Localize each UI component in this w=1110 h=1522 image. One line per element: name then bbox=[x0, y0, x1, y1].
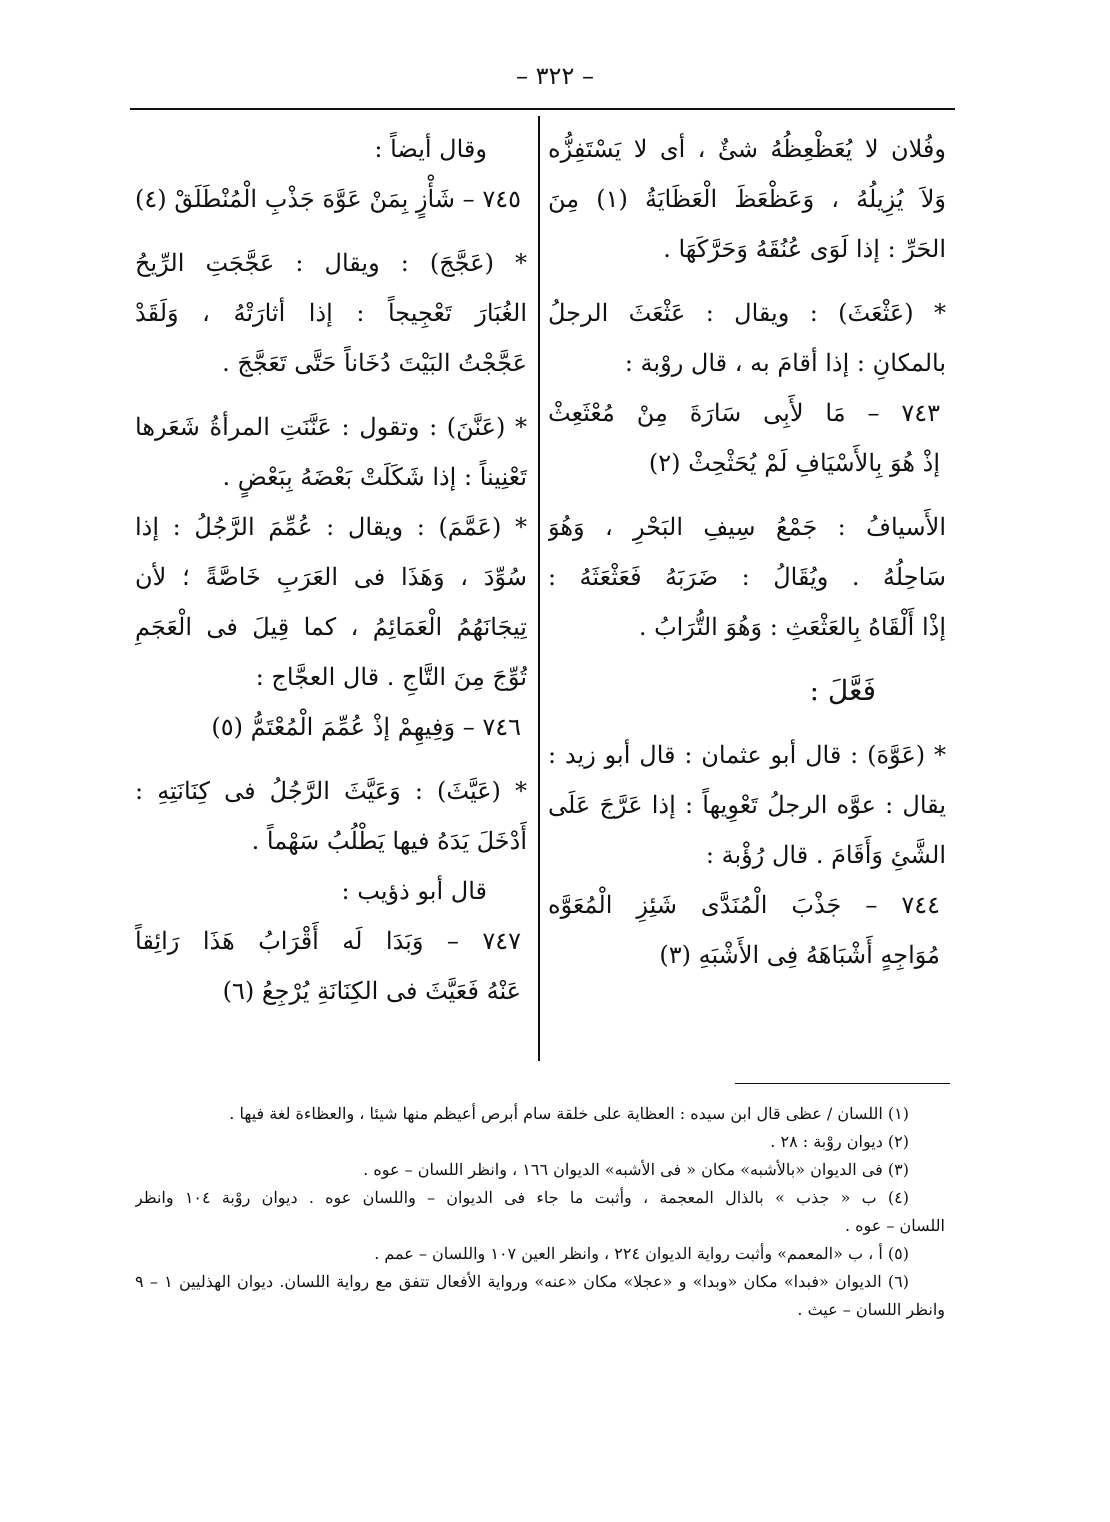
text-line: الأَسيافُ : جَمْعُ سِيفِ البَحْرِ ، وَهُوَ bbox=[548, 513, 946, 541]
verse-line: عَنْهُ فَعَيَّثَ فى الكِنَانَةِ يُرْجِعُ (٦) bbox=[222, 977, 521, 1005]
footnote-continuation: اللسان – عوه . bbox=[844, 1216, 945, 1235]
text-line: وفُلان لا يُعَظْعِظُهُ شئٌ ، أى لا يَسْتَفِزُّه bbox=[548, 135, 946, 163]
entry-line: * (عَمَّمَ) : ويقال : عُمِّمَ الرَّجُلُ : إذا bbox=[135, 513, 527, 541]
text-line: يقال : عوَّه الرجلُ تَعْوِيهاً : إذا عَرَّجَ عَلَى bbox=[548, 791, 946, 819]
verse-line: ٧٤٥ – شَأْزٍ بِمَنْ عَوَّهَ جَذْبِ الْمُنْطَلَقْ (٤) bbox=[135, 185, 521, 213]
footnote-rule bbox=[735, 1083, 950, 1084]
right-column bbox=[548, 124, 946, 980]
header-rule bbox=[130, 108, 955, 110]
text-line: قال أبو ذؤيب : bbox=[341, 877, 487, 905]
text-line: الحَرِّ : إذا لَوَى عُنُقَهُ وَحَرَّكَهَا . bbox=[663, 235, 946, 263]
footnote: (٤) ب « جذب » بالذال المعجمة ، وأثبت ما جاء فى الديوان – واللسان عوه . ديوان روْبة ١٠٤ وانظر bbox=[135, 1188, 909, 1207]
column-divider bbox=[538, 116, 540, 1061]
verse-line: إذْ هُوَ بِالأَسْيَافِ لَمْ يُحَثْحِثْ (٢) bbox=[648, 449, 940, 477]
text-line: أَدْخَلَ يَدَهُ فيها يَطْلُبُ سَهْماً . bbox=[251, 827, 527, 855]
footnote: (٣) فى الديوان «بالأشبه» مكان « فى الأشبه» الديوان ١٦٦ ، وانظر اللسان – عوه . bbox=[363, 1160, 909, 1179]
text-line: تِيجَانَهُمُ الْعَمَائِمُ ، كما قِيلَ فى الْعَجَمِ bbox=[135, 613, 527, 641]
footnote: (٥) أ ، ب «المعمم» وأثبت رواية الديوان ٢٢٤ ، وانظر العين ١٠٧ واللسان – عمم . bbox=[374, 1244, 909, 1263]
entry-line: * (عَيَّثَ) : وَعَيَّثَ الرَّجُلُ فى كِنَانَتِهِ : bbox=[135, 777, 527, 805]
footnote-continuation: وانظر اللسان – عيث . bbox=[797, 1300, 945, 1319]
text-line: وقال أيضاً : bbox=[374, 135, 487, 163]
verse-line: ٧٤٣ – مَا لأَبِى سَارَةَ مِنْ مُعْثَعِثْ bbox=[548, 399, 940, 427]
text-line: تُوِّجَ مِنَ التَّاجِ . قال العجَّاج : bbox=[255, 663, 527, 691]
text-line: وَلاَ يُزِيلُهُ ، وَعَظْعَظَ الْعَظَايَةُ (١) مِنَ bbox=[548, 185, 946, 213]
verse-line: ٧٤٦ – وَفِيهِمْ إذْ عُمِّمَ الْمُعْتَمُّ (٥) bbox=[211, 713, 521, 741]
entry-line: * (عَثْعَثَ) : ويقال : عَثْعَثَ الرجلُ bbox=[548, 299, 946, 327]
footnote: (٢) ديوان روْبة : ٢٨ . bbox=[770, 1132, 909, 1151]
text-line: الشَّئِ وَأَقَامَ . قال رُؤْبة : bbox=[705, 841, 946, 869]
entry-line: * (عَنَّنَ) : وتقول : عَنَّنَتِ المرأةُ شَعَرها bbox=[135, 413, 527, 441]
text-line: بالمكانِ : إذا أقامَ به ، قال روْبة : bbox=[624, 349, 946, 377]
entry-line: * (عَوَّهَ) : قال أبو عثمان : قال أبو زيد : bbox=[548, 741, 946, 769]
verse-line: مُوَاجِهٍ أَشْبَاهَهُ فِى الأَشْبَهِ (٣) bbox=[659, 941, 940, 969]
text-line: إذْا أَلْقَاهُ بِالعَثْعَثِ : وَهُوَ التُّرَابُ . bbox=[638, 613, 946, 641]
text-line: عَجَّجْتُ البَيْتَ دُخَاناً حَتَّى تَعَجَّجَ . bbox=[222, 349, 527, 377]
text-line: الغُبَارَ تَعْجِيجاً : إذا أثارَتْهُ ، وَلَقَدْ bbox=[135, 299, 527, 327]
left-column bbox=[135, 124, 527, 1016]
section-heading: فَعَّلَ : bbox=[809, 674, 876, 707]
page-number: – ٣٢٢ – bbox=[516, 62, 594, 90]
text-line: تَعْنِيناً : إذا شَكَلَتْ بَعْضَهُ بِبَعْضٍ . bbox=[222, 463, 527, 491]
verse-line: ٧٤٧ – وَبَدَا لَه أَقْرَابُ هَذَا رَائِقاً bbox=[135, 927, 521, 955]
footnote: (١) اللسان / عظى قال ابن سيده : العظاية على خلقة سام أبرص أعيظم منها شيئا ، والعظاءة لغة فيها . bbox=[229, 1104, 909, 1123]
text-line: سُوِّدَ ، وَهَذَا فى العَرَبِ خَاصَّةً ؛ لأن bbox=[135, 563, 527, 591]
text-line: سَاحِلُهُ . ويُقَالُ : ضَرَبَهُ فَعَثْعَثَهُ : bbox=[548, 563, 946, 591]
footnotes bbox=[135, 1100, 945, 1324]
footnote: (٦) الديوان «فبدا» مكان «وبدا» و «عجلا» مكان «عنه» ورواية الأفعال تتفق مع رواية اللسان. ديوان الهذليين ١ – ٩ bbox=[135, 1272, 909, 1291]
entry-line: * (عَجَّجَ) : ويقال : عَجَّجَتِ الرِّيحُ bbox=[135, 249, 527, 277]
verse-line: ٧٤٤ – جَذْبَ الْمُنَدَّى شَئِزِ الْمُعَوَّه bbox=[548, 891, 940, 919]
